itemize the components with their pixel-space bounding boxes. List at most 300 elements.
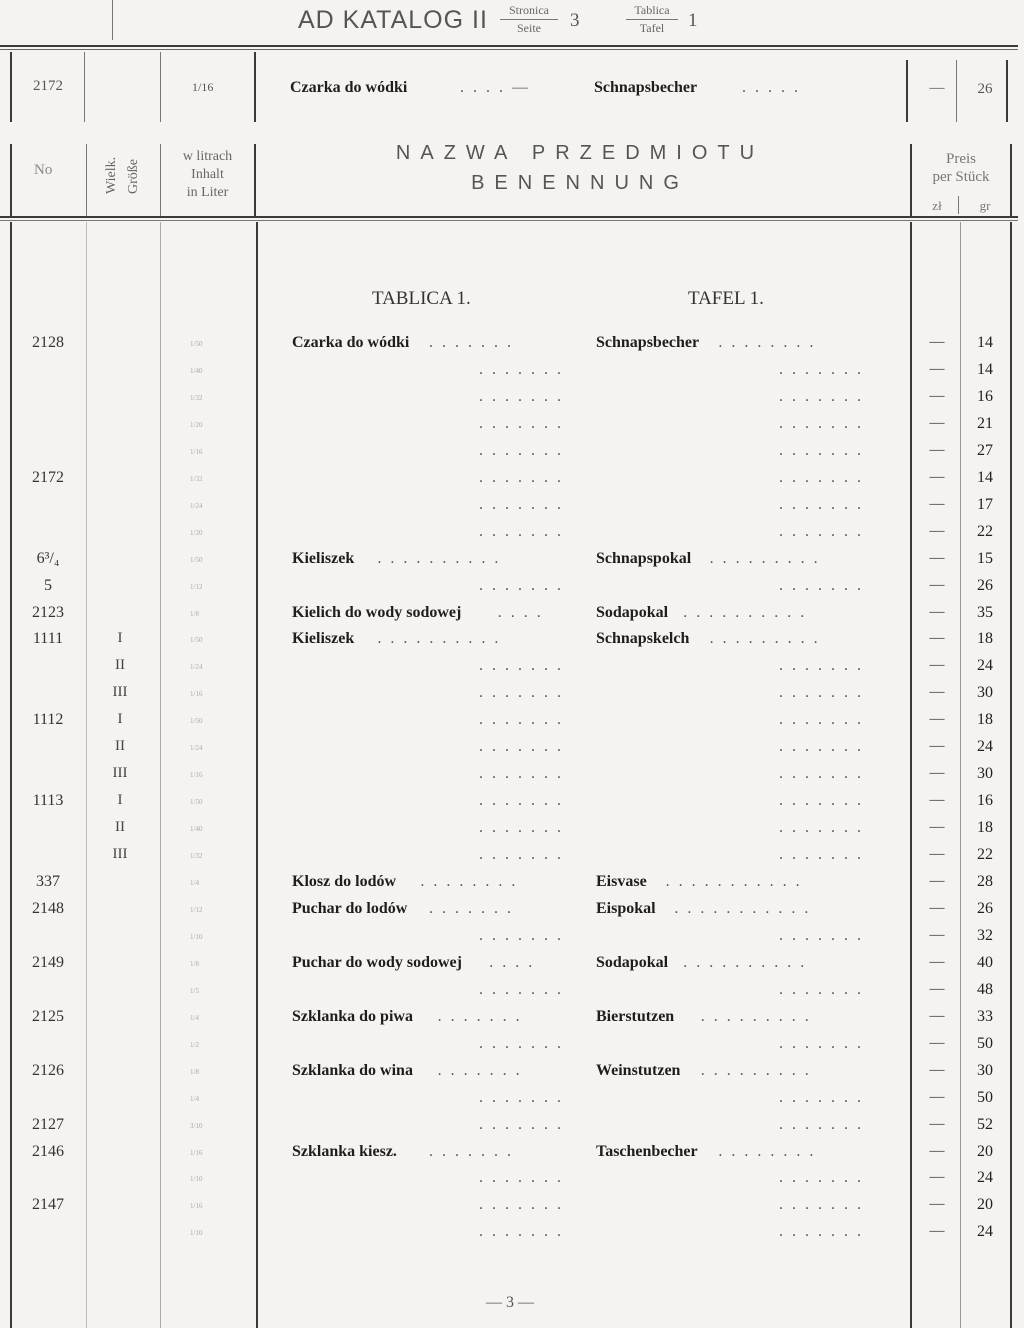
table-row <box>0 496 1024 520</box>
item-price-gr: 14 <box>977 334 993 351</box>
table-row <box>0 334 1024 358</box>
item-name-pl: Szklanka kiesz. <box>292 1142 397 1160</box>
leader-dots-de: ....... <box>779 387 870 405</box>
item-number: 2172 <box>32 468 64 486</box>
item-size: II <box>115 738 125 755</box>
item-volume: 1/10 <box>190 932 203 941</box>
tafel-label: Tafel <box>639 21 665 35</box>
leader-dots-pl: ....... <box>479 657 570 675</box>
table-row <box>0 1008 1024 1032</box>
item-size: III <box>112 846 128 863</box>
item-volume: 1/50 <box>190 636 203 645</box>
leader-dots-de: ....... <box>779 441 870 459</box>
leader-dots-pl: ....... <box>479 1088 570 1106</box>
item-volume: 1/10 <box>190 1175 203 1184</box>
table-row <box>0 738 1024 762</box>
item-number: 2147 <box>32 1196 64 1214</box>
item-price-gr: 26 <box>977 899 993 917</box>
ref-divider-2 <box>160 52 161 122</box>
table-row <box>0 846 1024 870</box>
item-price-zl: — <box>929 468 945 485</box>
item-name-de: Sodapokal <box>596 603 669 621</box>
item-price-zl: — <box>929 1196 945 1213</box>
item-price-gr: 16 <box>977 387 993 405</box>
page-number-footer: — 3 — <box>486 1294 534 1311</box>
item-name-de: Sodapokal <box>596 953 669 971</box>
item-volume: 1/50 <box>190 340 203 348</box>
hdr-border-right <box>1010 144 1012 216</box>
item-volume: 1/50 <box>190 717 203 726</box>
table-row <box>0 873 1024 897</box>
item-name-pl: Kieliszek <box>292 549 355 567</box>
item-price-zl: — <box>929 360 945 377</box>
header-tafel-fraction <box>626 3 678 36</box>
item-volume: 1/5 <box>190 986 199 995</box>
table-row <box>0 604 1024 628</box>
item-volume: 1/16 <box>190 1202 203 1211</box>
leader-dots-de: ....... <box>779 819 870 837</box>
item-number: 1111 <box>32 630 64 648</box>
item-volume: 1/4 <box>190 1094 199 1103</box>
ref-divider-1 <box>84 52 85 122</box>
stronica-label: Stronica <box>509 3 549 17</box>
item-price-zl: — <box>929 441 945 458</box>
leader-dots-de: ......... <box>709 549 827 567</box>
item-price-zl: — <box>929 953 945 970</box>
col-header-name-pl: NAZWA PRZEDMIOTU <box>395 142 765 164</box>
table-row <box>0 1196 1024 1220</box>
item-volume: 1/20 <box>190 528 203 537</box>
col-header-no: No <box>34 162 53 178</box>
hdr-divider-1 <box>86 144 87 216</box>
leader-dots-pl: ....... <box>479 1115 570 1133</box>
item-size: I <box>117 630 123 647</box>
col-header-name-de: BENENNUNG <box>471 172 689 194</box>
leader-dots-de: ......... <box>700 1061 818 1079</box>
item-price-zl: — <box>929 1142 945 1159</box>
item-price-zl: — <box>929 899 945 916</box>
item-price-gr: 24 <box>977 1169 993 1187</box>
leader-dots-pl: ....... <box>479 522 570 540</box>
table-row <box>0 388 1024 412</box>
leader-dots-pl: ....... <box>479 468 570 486</box>
item-price-zl: — <box>929 873 945 889</box>
item-name-de: Eispokal <box>596 899 656 917</box>
item-price-zl: — <box>929 1034 945 1051</box>
item-size: I <box>117 792 123 809</box>
item-volume: 1/50 <box>190 555 203 564</box>
item-price-zl: — <box>929 846 945 863</box>
item-volume: 1/16 <box>190 447 203 456</box>
leader-dots-de: ....... <box>779 684 870 702</box>
item-volume: 1/32 <box>190 393 203 402</box>
table-row <box>0 1062 1024 1086</box>
table-row <box>0 819 1024 843</box>
item-volume: 1/24 <box>190 744 203 753</box>
leader-dots-pl: ....... <box>479 387 570 405</box>
section-title-de: TAFEL 1. <box>688 288 764 309</box>
ref-no: 2172 <box>33 78 63 94</box>
item-volume: 1/32 <box>190 852 203 861</box>
hdr-price-divider <box>958 196 959 214</box>
item-name-de: Schnapskelch <box>596 630 690 648</box>
leader-dots-pl: .... <box>489 953 542 971</box>
leader-dots-pl: ....... <box>479 1196 570 1214</box>
item-price-zl: — <box>929 1007 945 1024</box>
ref-dots-de: ..... <box>742 79 807 96</box>
item-number: 2126 <box>32 1061 64 1079</box>
item-price-gr: 50 <box>977 1034 993 1052</box>
col-header-price <box>912 150 1010 186</box>
item-price-gr: 28 <box>977 873 993 890</box>
item-price-gr: 20 <box>977 1196 993 1214</box>
leader-dots-de: .......... <box>683 953 814 971</box>
item-price-gr: 24 <box>977 738 993 756</box>
leader-dots-de: ....... <box>779 1223 870 1241</box>
leader-dots-de: ....... <box>779 468 870 486</box>
table-row <box>0 711 1024 735</box>
table-row <box>0 1223 1024 1247</box>
table-row <box>0 900 1024 924</box>
leader-dots-pl: ....... <box>479 738 570 756</box>
col-header-zl: zł <box>932 198 942 213</box>
header-bottom-rule <box>0 216 1018 218</box>
item-size: III <box>112 765 128 782</box>
leader-dots-pl: ....... <box>479 684 570 702</box>
leader-dots-de: ........... <box>665 873 809 890</box>
item-size: II <box>115 819 125 836</box>
ref-name-de: Schnapsbecher <box>594 79 698 96</box>
item-size: III <box>112 684 128 701</box>
table-row <box>0 927 1024 951</box>
item-price-zl: — <box>929 792 945 809</box>
item-price-gr: 18 <box>977 819 993 837</box>
item-price-gr: 52 <box>977 1115 993 1133</box>
item-price-zl: — <box>929 603 945 620</box>
item-number: 2149 <box>32 953 64 971</box>
item-volume: 1/8 <box>190 609 199 618</box>
item-name-de: Schnapspokal <box>596 549 692 567</box>
col-header-size-de: Größe <box>126 159 141 194</box>
leader-dots-pl: ....... <box>479 765 570 783</box>
item-volume: 1/16 <box>190 771 203 780</box>
table-row <box>0 577 1024 601</box>
leader-dots-pl: ....... <box>479 926 570 944</box>
item-number: 1112 <box>32 711 64 729</box>
item-price-gr: 30 <box>977 684 993 702</box>
item-price-gr: 40 <box>977 953 993 971</box>
leader-dots-de: ....... <box>779 738 870 756</box>
item-price-zl: — <box>929 711 945 728</box>
item-price-zl: — <box>929 926 945 943</box>
header-bottom-rule-thin <box>0 220 1018 221</box>
table-row <box>0 981 1024 1005</box>
item-price-zl: — <box>929 630 945 647</box>
catalog-title: AD KATALOG II <box>298 6 488 34</box>
item-price-gr: 15 <box>977 549 993 567</box>
item-price-gr: 24 <box>977 657 993 675</box>
item-volume: 1/12 <box>190 905 203 914</box>
leader-dots-pl: .......... <box>377 630 508 648</box>
item-name-pl: Klosz do lodów <box>292 873 397 890</box>
leader-dots-pl: ....... <box>479 980 570 998</box>
table-row <box>0 1089 1024 1113</box>
header-page-number: 3 <box>570 10 580 31</box>
leader-dots-pl: ....... <box>479 1223 570 1241</box>
leader-dots-pl: ....... <box>437 1061 529 1079</box>
leader-dots-de: ....... <box>779 792 870 810</box>
leader-dots-pl: ....... <box>479 414 570 432</box>
item-price-zl: — <box>929 1169 945 1186</box>
leader-dots-de: .......... <box>683 603 814 621</box>
item-price-zl: — <box>929 765 945 782</box>
item-price-zl: — <box>929 1223 945 1240</box>
item-volume: 1/50 <box>190 798 203 807</box>
item-number: 2127 <box>32 1115 64 1133</box>
item-size: II <box>115 657 125 674</box>
table-row <box>0 442 1024 466</box>
leader-dots-pl: ....... <box>429 1142 520 1160</box>
ref-dots: ....— <box>460 79 537 96</box>
item-price-zl: — <box>929 684 945 701</box>
leader-dots-pl: .... <box>497 603 550 621</box>
item-price-gr: 48 <box>977 980 993 998</box>
ref-gr: 26 <box>977 81 993 97</box>
table-row <box>0 630 1024 654</box>
item-volume: 1/12 <box>190 582 203 591</box>
item-price-gr: 33 <box>977 1007 993 1025</box>
item-name-pl: Kieliszek <box>292 630 355 648</box>
leader-dots-de: ....... <box>779 1115 870 1133</box>
item-number: 2123 <box>32 603 64 621</box>
leader-dots-de: ........ <box>718 334 823 351</box>
leader-dots-de: ....... <box>779 522 870 540</box>
table-row <box>0 1143 1024 1167</box>
col-header-volume-de2: in Liter <box>186 185 229 200</box>
item-volume: 1/20 <box>190 420 203 429</box>
item-volume: 1/8 <box>190 1067 199 1076</box>
item-volume: 1/40 <box>190 366 203 375</box>
hdr-divider-3 <box>254 144 256 216</box>
col-header-size-pl: Wielk. <box>104 156 119 194</box>
leader-dots-de: ....... <box>779 657 870 675</box>
leader-dots-de: ....... <box>779 711 870 729</box>
table-row <box>0 1169 1024 1193</box>
item-name-pl: Puchar do lodów <box>292 899 408 917</box>
col-header-gr: gr <box>979 198 991 213</box>
item-price-gr: 35 <box>977 603 993 621</box>
item-volume: 1/8 <box>190 959 199 968</box>
item-price-zl: — <box>929 1061 945 1078</box>
ref-divider-3 <box>254 52 256 122</box>
tablica-label: Tablica <box>634 3 670 17</box>
item-name-de: Weinstutzen <box>596 1061 681 1079</box>
header-rule-thin <box>0 49 1018 50</box>
item-name-pl: Szklanka do wina <box>292 1061 413 1079</box>
col-header-volume-de: Inhalt <box>191 167 224 182</box>
item-volume: 1/24 <box>190 663 203 672</box>
leader-dots-de: ........ <box>718 1142 823 1160</box>
table-row <box>0 792 1024 816</box>
table-row <box>0 1116 1024 1140</box>
item-price-gr: 24 <box>977 1223 993 1241</box>
item-name-de: Bierstutzen <box>596 1007 675 1025</box>
item-volume: 1/32 <box>190 474 203 483</box>
item-size: I <box>117 711 123 728</box>
leader-dots-de: ....... <box>779 765 870 783</box>
item-price-zl: — <box>929 738 945 755</box>
item-price-zl: — <box>929 334 945 350</box>
col-header-volume <box>165 148 250 202</box>
leader-dots-de: ....... <box>779 1196 870 1214</box>
item-price-gr: 22 <box>977 522 993 540</box>
table-row <box>0 1035 1024 1059</box>
leader-dots-de: ....... <box>779 980 870 998</box>
item-name-de: Schnapsbecher <box>596 334 700 351</box>
table-row <box>0 657 1024 681</box>
item-price-gr: 30 <box>977 765 993 783</box>
ref-divider-4 <box>906 60 908 122</box>
section-title-pl: TABLICA 1. <box>372 288 471 309</box>
table-row <box>0 765 1024 789</box>
ref-divider-5 <box>956 60 957 122</box>
leader-dots-pl: ....... <box>479 711 570 729</box>
item-number: 2148 <box>32 899 64 917</box>
item-name-de: Taschenbecher <box>596 1142 698 1160</box>
leader-dots-pl: ....... <box>479 792 570 810</box>
item-price-gr: 18 <box>977 630 993 648</box>
table-row <box>0 550 1024 574</box>
leader-dots-pl: ....... <box>479 1034 570 1052</box>
seite-label: Seite <box>517 21 541 35</box>
leader-dots-de: ....... <box>779 360 870 378</box>
leader-dots-pl: ....... <box>479 495 570 513</box>
item-name-pl: Czarka do wódki <box>292 334 410 351</box>
item-volume: 1/4 <box>190 1013 199 1022</box>
hdr-divider-2 <box>160 144 161 216</box>
item-volume: 1/40 <box>190 825 203 834</box>
item-number: 5 <box>44 576 52 594</box>
item-number: 6³/₄ <box>36 549 60 567</box>
item-price-gr: 14 <box>977 468 993 486</box>
col-header-price-1: Preis <box>946 151 976 167</box>
item-volume: 1/10 <box>190 1229 203 1238</box>
item-name-pl: Kielich do wody sodowej <box>292 603 462 621</box>
leader-dots-de: ........... <box>674 899 818 917</box>
item-number: 337 <box>36 873 60 890</box>
item-price-gr: 26 <box>977 576 993 594</box>
leader-dots-pl: .......... <box>377 549 508 567</box>
item-price-zl: — <box>929 1088 945 1105</box>
leader-dots-de: ....... <box>779 846 870 864</box>
leader-dots-pl: ....... <box>479 441 570 459</box>
ref-border-right <box>1006 60 1008 122</box>
table-row <box>0 523 1024 547</box>
item-price-zl: — <box>929 1115 945 1132</box>
hdr-border-left <box>10 144 12 216</box>
ref-volume: 1/16 <box>192 80 214 94</box>
header-page-fraction <box>500 3 558 36</box>
item-name-pl: Szklanka do piwa <box>292 1007 413 1025</box>
leader-dots-pl: ....... <box>479 1169 570 1187</box>
item-volume: 1/16 <box>190 690 203 699</box>
item-price-zl: — <box>929 387 945 404</box>
header-divider <box>112 0 113 40</box>
item-name-de: Eisvase <box>596 873 647 890</box>
leader-dots-pl: ....... <box>429 899 520 917</box>
leader-dots-pl: ....... <box>479 846 570 864</box>
item-price-gr: 30 <box>977 1061 993 1079</box>
item-price-zl: — <box>929 576 945 593</box>
table-row <box>0 361 1024 385</box>
item-price-zl: — <box>929 657 945 674</box>
item-price-zl: — <box>929 549 945 566</box>
leader-dots-pl: ....... <box>437 1007 529 1025</box>
item-price-gr: 14 <box>977 360 993 378</box>
leader-dots-pl: ....... <box>479 819 570 837</box>
col-header-volume-pl: w litrach <box>182 149 233 164</box>
leader-dots-de: ....... <box>779 1169 870 1187</box>
leader-dots-de: ......... <box>709 630 827 648</box>
item-price-gr: 20 <box>977 1142 993 1160</box>
item-price-zl: — <box>929 495 945 512</box>
item-price-gr: 16 <box>977 792 993 810</box>
ref-zl: — <box>929 80 945 96</box>
item-volume: 1/16 <box>190 1148 203 1157</box>
item-volume: 3/10 <box>190 1121 203 1130</box>
item-price-gr: 27 <box>977 441 993 459</box>
item-price-gr: 17 <box>977 495 993 513</box>
item-number: 2128 <box>32 334 64 351</box>
item-price-gr: 21 <box>977 414 993 432</box>
item-number: 1113 <box>32 792 64 810</box>
leader-dots-de: ....... <box>779 1088 870 1106</box>
leader-dots-pl: ....... <box>429 334 520 351</box>
leader-dots-pl: ........ <box>420 873 525 890</box>
leader-dots-de: ....... <box>779 1034 870 1052</box>
item-number: 2146 <box>32 1142 64 1160</box>
item-volume: 1/24 <box>190 501 203 510</box>
header-rule <box>0 45 1018 47</box>
leader-dots-de: ....... <box>779 926 870 944</box>
item-volume: 1/2 <box>190 1040 199 1049</box>
leader-dots-de: ......... <box>700 1007 818 1025</box>
leader-dots-de: ....... <box>779 414 870 432</box>
item-number: 2125 <box>32 1007 64 1025</box>
leader-dots-de: ....... <box>779 576 870 594</box>
item-price-zl: — <box>929 980 945 997</box>
leader-dots-pl: ....... <box>479 360 570 378</box>
item-price-zl: — <box>929 522 945 539</box>
ref-name-pl: Czarka do wódki <box>290 79 408 96</box>
item-price-gr: 50 <box>977 1088 993 1106</box>
col-header-price-2: per Stück <box>932 169 990 185</box>
item-price-zl: — <box>929 819 945 836</box>
item-price-gr: 32 <box>977 926 993 944</box>
header-tafel-number: 1 <box>688 10 698 31</box>
table-row <box>0 954 1024 978</box>
ref-border-left <box>10 52 12 122</box>
item-price-gr: 22 <box>977 846 993 864</box>
leader-dots-pl: ....... <box>479 576 570 594</box>
item-price-gr: 18 <box>977 711 993 729</box>
item-name-pl: Puchar do wody sodowej <box>292 953 462 971</box>
item-price-zl: — <box>929 414 945 431</box>
leader-dots-de: ....... <box>779 495 870 513</box>
table-row <box>0 469 1024 493</box>
table-row <box>0 415 1024 439</box>
table-row <box>0 684 1024 708</box>
